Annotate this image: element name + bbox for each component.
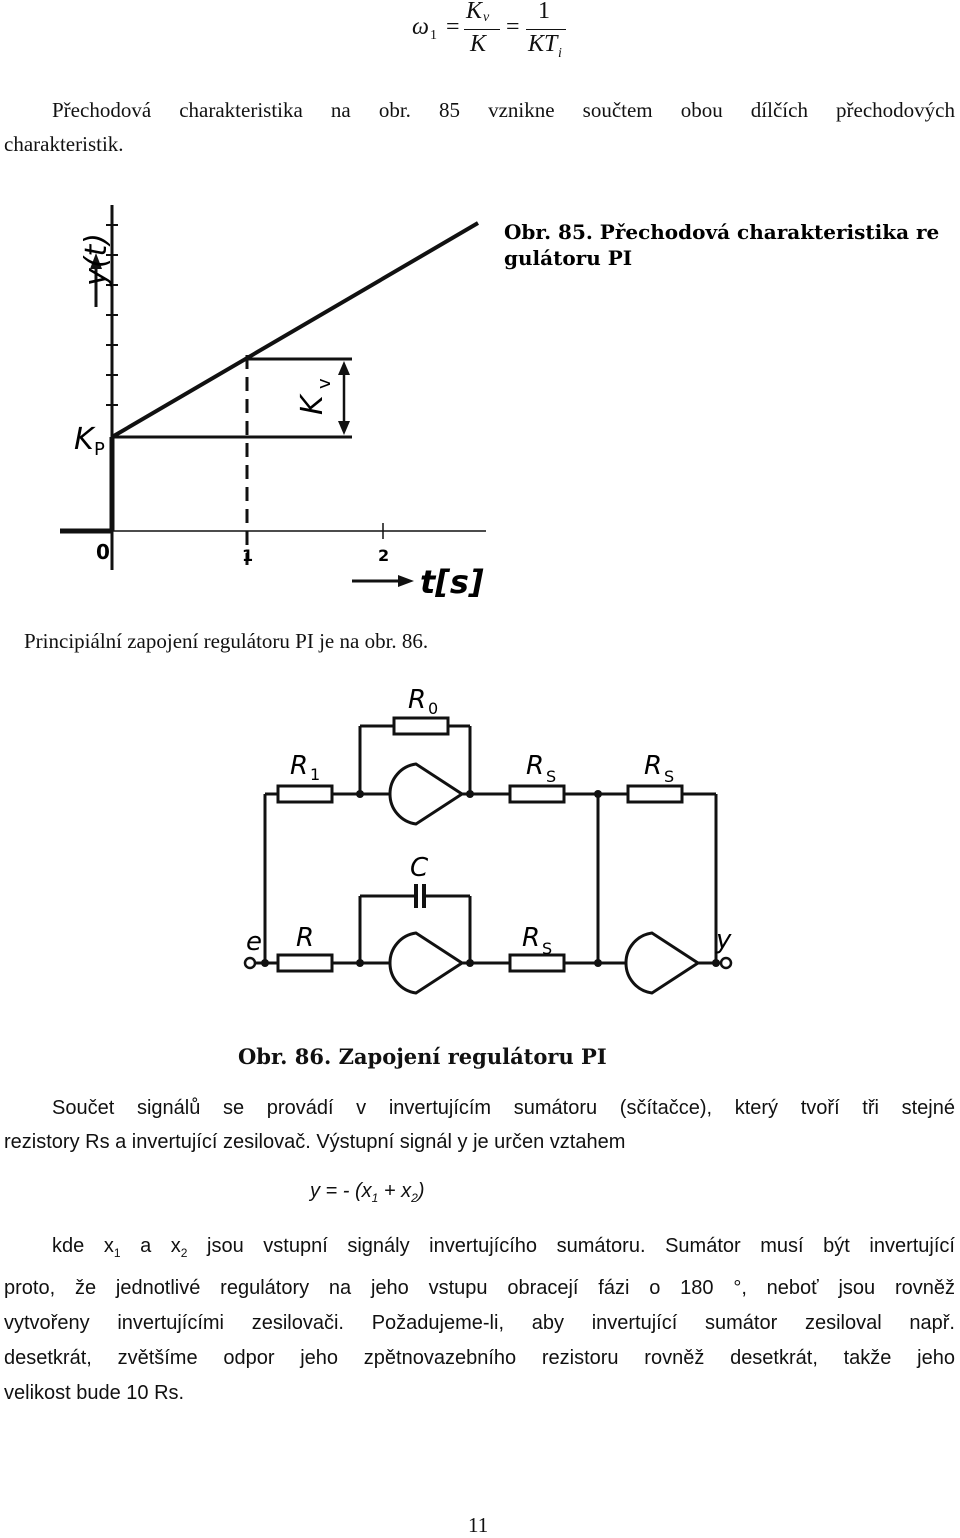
final-line-2: proto, že jednotlivé regulátory na jeho vstupu obracejí fázi o 180 °, neboť jsou rovněž bbox=[4, 1277, 955, 1299]
label-r0-sub: 0 bbox=[428, 699, 439, 718]
fraction2-bar bbox=[526, 29, 566, 30]
label-r1-sub: 1 bbox=[310, 765, 321, 784]
label-rs-top-2: R bbox=[644, 751, 663, 781]
equation-part-a: y = - (x bbox=[310, 1180, 372, 1202]
opamp-summing bbox=[626, 933, 698, 993]
label-rs-top-1-sub: S bbox=[546, 767, 557, 786]
equals-sign-1: = bbox=[446, 14, 460, 40]
resistor-rs-bottom bbox=[510, 955, 564, 971]
label-e: e bbox=[246, 927, 262, 957]
final-line-4: desetkrát, zvětšíme odpor jeho zpětnovazebního rezistoru rovněž desetkrát, takže jeho bbox=[4, 1347, 955, 1369]
y-axis-label: y(t) bbox=[79, 233, 114, 286]
intro-line-1: Přechodová charakteristika na obr. 85 vznikne součtem obou dílčích přechodových bbox=[52, 98, 955, 122]
equation-sub-2: 2 bbox=[411, 1191, 418, 1205]
final-paragraph bbox=[4, 1229, 955, 1411]
kv-arrow-up bbox=[338, 361, 350, 375]
resistor-r1 bbox=[278, 786, 332, 802]
tick-label-0: 0 bbox=[96, 540, 110, 564]
figure-85 bbox=[60, 185, 940, 605]
label-r0: R bbox=[408, 685, 427, 715]
fraction2-denominator: KT bbox=[528, 31, 558, 57]
omega-symbol: ω bbox=[412, 14, 429, 40]
t-axis-arrow-head bbox=[398, 575, 414, 587]
resistor-r0 bbox=[394, 718, 448, 734]
tick-label-2: 2 bbox=[378, 546, 390, 565]
label-rs-top-1: R bbox=[526, 751, 545, 781]
final-line-1-sub-1: 1 bbox=[113, 1246, 121, 1260]
summator-line-2: rezistory Rs a invertující zesilovač. Výstupní signál y je určen vztahem bbox=[4, 1131, 626, 1153]
t-axis-label: t[s] bbox=[420, 563, 484, 601]
fraction2-numerator: 1 bbox=[538, 0, 550, 24]
opamp-bottom bbox=[390, 933, 462, 993]
terminal-e bbox=[245, 958, 255, 968]
sum-equation bbox=[310, 1180, 425, 1205]
equation-part-b: + x bbox=[378, 1180, 412, 1202]
final-line-1-b: a x bbox=[120, 1235, 181, 1257]
final-line-3: vytvořeny invertujícími zesilovači. Požadujeme-li, aby invertující sumátor zesiloval např. bbox=[4, 1312, 955, 1334]
intro-line-2: charakteristik. bbox=[4, 132, 124, 156]
equals-sign-2: = bbox=[506, 14, 520, 40]
figure-86 bbox=[230, 678, 750, 1078]
final-line-1-sub-2: 2 bbox=[180, 1246, 188, 1260]
pi-circuit-diagram bbox=[230, 678, 750, 1078]
figure-85-caption-line-1: Obr. 85. Přechodová charakteristika re- bbox=[504, 220, 940, 244]
label-y: y bbox=[716, 925, 732, 955]
fraction1-numerator: K bbox=[466, 0, 483, 24]
fraction1-denominator: K bbox=[470, 31, 487, 57]
label-rs-bottom: R bbox=[522, 923, 541, 953]
figure-85-caption-line-2: gulátoru PI bbox=[504, 246, 633, 270]
final-line-1-c: jsou vstupní signály invertujícího sumátoru. Sumátor musí být invertující bbox=[187, 1235, 955, 1257]
summator-line-1: Součet signálů se provádí v invertujícím sumátoru (sčítačce), který tvoří tři stejné bbox=[52, 1097, 955, 1119]
final-line-1 bbox=[4, 1229, 955, 1271]
step-response-diagram bbox=[60, 185, 940, 605]
omega-subscript: 1 bbox=[430, 28, 437, 43]
fraction1-numerator-sub: v bbox=[483, 10, 490, 25]
kv-label: K bbox=[295, 395, 330, 415]
terminal-y bbox=[721, 958, 731, 968]
fraction1-bar bbox=[464, 29, 500, 30]
figure-86-caption: Obr. 86. Zapojení regulátoru PI bbox=[238, 1044, 607, 1069]
kp-label: K bbox=[74, 422, 94, 457]
label-rs-top-2-sub: S bbox=[664, 767, 675, 786]
formula-omega bbox=[408, 0, 578, 70]
figure-86-intro: Principiální zapojení regulátoru PI je na obr. 86. bbox=[24, 629, 429, 653]
page-number: 11 bbox=[468, 1513, 489, 1537]
kp-sub-label: P bbox=[94, 439, 105, 460]
kv-sub-label: v bbox=[314, 378, 335, 389]
resistor-rs-top-2 bbox=[628, 786, 682, 802]
equation-sub-1: 1 bbox=[371, 1191, 379, 1205]
fraction2-denominator-sub: i bbox=[558, 46, 562, 61]
kv-arrow-down bbox=[338, 421, 350, 435]
final-line-1-a: kde x bbox=[52, 1235, 114, 1257]
resistor-r bbox=[278, 955, 332, 971]
label-c: C bbox=[410, 853, 429, 883]
final-line-5: velikost bude 10 Rs. bbox=[4, 1382, 185, 1404]
label-r1: R bbox=[290, 751, 309, 781]
label-r: R bbox=[296, 923, 315, 953]
intro-paragraph bbox=[4, 93, 955, 161]
resistor-rs-top-1 bbox=[510, 786, 564, 802]
summator-paragraph bbox=[4, 1091, 955, 1159]
opamp-top bbox=[390, 764, 462, 824]
label-rs-bottom-sub: S bbox=[542, 939, 553, 958]
equation-part-c: ) bbox=[417, 1180, 425, 1202]
tick-label-1: 1 bbox=[242, 546, 254, 565]
